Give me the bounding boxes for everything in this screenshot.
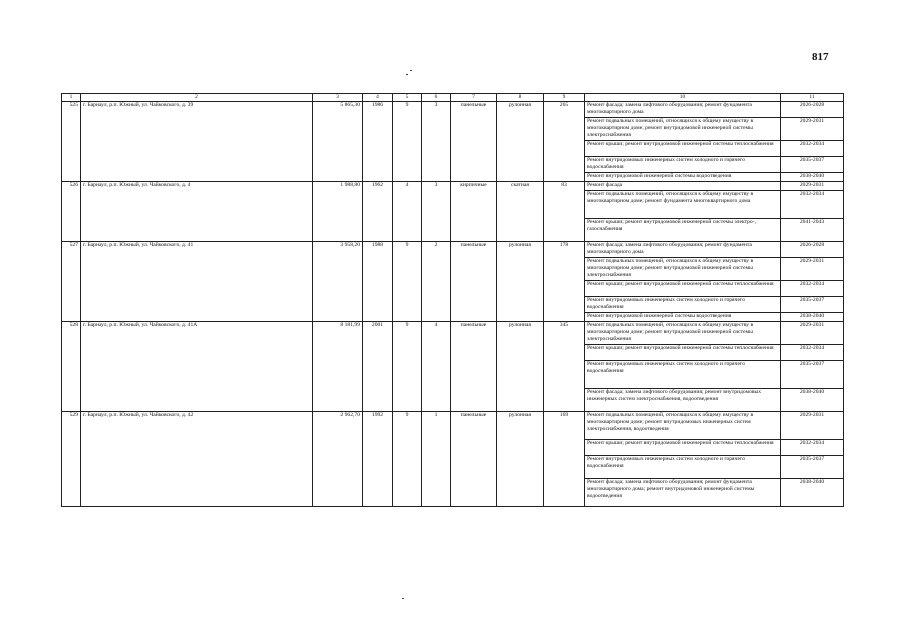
scan-speck: [402, 598, 404, 599]
build-year: 1992: [363, 412, 393, 507]
table-header: [62, 94, 844, 102]
row-number: 527: [62, 242, 81, 322]
table-row: [62, 182, 844, 191]
work-period: 2038-2040: [781, 313, 844, 322]
work-period: 2038-2040: [781, 173, 844, 182]
column-number: 3: [313, 94, 363, 102]
floor-count: 9: [393, 412, 422, 507]
column-number-row: [62, 94, 844, 102]
work-period: 2026-2028: [781, 102, 844, 118]
row-number: 525: [62, 102, 81, 182]
work-description: Ремонт внутридомовых инженерных систем холодного и горячего водоснабжения: [585, 361, 781, 389]
table-body: [62, 102, 844, 507]
column-number: 9: [544, 94, 585, 102]
resident-count: 83: [544, 182, 585, 242]
column-number: 7: [451, 94, 497, 102]
entrance-count: 3: [422, 102, 451, 182]
floor-count: 9: [393, 322, 422, 412]
work-period: 2041-2043: [781, 219, 844, 242]
work-period: 2038-2040: [781, 389, 844, 412]
entrance-count: 4: [422, 322, 451, 412]
work-description: Ремонт крыши; ремонт внутридомовой инженерной системы теплоснабжения: [585, 281, 781, 297]
work-period: 2032-2034: [781, 191, 844, 219]
work-period: 2032-2034: [781, 345, 844, 361]
work-description: Ремонт внутридомовой инженерной системы водоотведения: [585, 173, 781, 182]
work-period: 2026-2028: [781, 242, 844, 258]
table-row: [62, 242, 844, 258]
work-period: 2032-2034: [781, 440, 844, 456]
house-address: г. Барнаул, р.п. Южный, ул. Чайковского, д. 42: [81, 412, 313, 507]
entrance-count: 3: [422, 182, 451, 242]
entrance-count: 2: [422, 242, 451, 322]
floor-count: 9: [393, 242, 422, 322]
wall-material: панельные: [451, 242, 497, 322]
wall-material: панельные: [451, 102, 497, 182]
work-description: Ремонт подвальных помещений, относящихся к общему имуществу в многоквартирном доме; ремонт внутридомовых инженерных систем электроснабжения, водоотведения: [585, 412, 781, 440]
work-period: 2035-2037: [781, 361, 844, 389]
work-period: 2038-2040: [781, 479, 844, 507]
house-address: г. Барнаул, р.п. Южный, ул. Чайковского, д. 4: [81, 182, 313, 242]
work-period: 2035-2037: [781, 456, 844, 479]
scan-speck: [410, 70, 412, 71]
work-period: 2032-2034: [781, 141, 844, 157]
work-period: 2029-2031: [781, 182, 844, 191]
work-description: Ремонт фасада; замена лифтового оборудования; ремонт фундамента многоквартирного дома; ремонт внутридомовой инженерной системы водоотведения: [585, 479, 781, 507]
column-number: 4: [363, 94, 393, 102]
table-row: [62, 412, 844, 440]
work-period: 2029-2031: [781, 412, 844, 440]
work-description: Ремонт крыши; ремонт внутридомовой инженерной системы теплоснабжения: [585, 345, 781, 361]
floor-count: 9: [393, 102, 422, 182]
column-number: 6: [422, 94, 451, 102]
house-area: 5 865,30: [313, 102, 363, 182]
column-number: 5: [393, 94, 422, 102]
work-description: Ремонт подвальных помещений, относящихся к общему имуществу в многоквартирном доме; ремонт фундамента многоквартирного дома: [585, 191, 781, 219]
house-area: 8 181,99: [313, 322, 363, 412]
house-area: 1 988,80: [313, 182, 363, 242]
scan-speck: [406, 74, 408, 75]
build-year: 1988: [363, 242, 393, 322]
work-period: 2035-2037: [781, 157, 844, 173]
page-number: 817: [812, 51, 829, 63]
work-description: Ремонт подвальных помещений, относящихся к общему имуществу в многоквартирном доме; ремонт внутридомовой инженерной системы электроснабжения: [585, 258, 781, 281]
work-description: Ремонт внутридомовых инженерных систем холодного и горячего водоснабжения: [585, 297, 781, 313]
work-period: 2035-2037: [781, 297, 844, 313]
row-number: 529: [62, 412, 81, 507]
work-description: Ремонт фасада; замена лифтового оборудования; ремонт фундамента многоквартирного дома: [585, 242, 781, 258]
table-row: [62, 322, 844, 345]
column-number: 2: [81, 94, 313, 102]
roof-type: рулонная: [497, 102, 544, 182]
work-description: Ремонт фасада: [585, 182, 781, 191]
work-description: Ремонт фасада; замена лифтового оборудования; ремонт внутридомовых инженерных систем электроснабжения, водоотведения: [585, 389, 781, 412]
work-description: Ремонт внутридомовой инженерной системы водоотведения: [585, 313, 781, 322]
entrance-count: 1: [422, 412, 451, 507]
house-address: г. Барнаул, р.п. Южный, ул. Чайковского, д. 41А: [81, 322, 313, 412]
column-number: 11: [781, 94, 844, 102]
wall-material: панельные: [451, 322, 497, 412]
work-period: 2032-2034: [781, 281, 844, 297]
column-number: 8: [497, 94, 544, 102]
work-description: Ремонт крыши; ремонт внутридомовой инженерной системы теплоснабжения: [585, 440, 781, 456]
house-address: г. Барнаул, р.п. Южный, ул. Чайковского, д. 39: [81, 102, 313, 182]
work-description: Ремонт крыши; ремонт внутридомовой инженерной системы теплоснабжения: [585, 141, 781, 157]
roof-type: рулонная: [497, 322, 544, 412]
work-period: 2029-2031: [781, 322, 844, 345]
build-year: 1986: [363, 102, 393, 182]
wall-material: кирпичные: [451, 182, 497, 242]
work-description: Ремонт подвальных помещений, относящихся к общему имуществу в многоквартирном доме; ремонт внутридомовой инженерной системы электроснабжения: [585, 322, 781, 345]
row-number: 528: [62, 322, 81, 412]
resident-count: 265: [544, 102, 585, 182]
floor-count: 4: [393, 182, 422, 242]
wall-material: панельные: [451, 412, 497, 507]
house-address: г. Барнаул, р.п. Южный, ул. Чайковского, д. 41: [81, 242, 313, 322]
capital-repair-table: [61, 93, 844, 507]
work-period: 2029-2031: [781, 258, 844, 281]
roof-type: рулонная: [497, 242, 544, 322]
column-number: 1: [62, 94, 81, 102]
resident-count: 169: [544, 412, 585, 507]
column-number: 10: [585, 94, 781, 102]
work-description: Ремонт крыши; ремонт внутридомовой инженерной системы электро-, газоснабжения: [585, 219, 781, 242]
work-description: Ремонт подвальных помещений, относящихся к общему имуществу в многоквартирном доме; ремонт внутридомовой инженерной системы электроснабжения: [585, 118, 781, 141]
work-description: Ремонт внутридомовых инженерных систем холодного и горячего водоснабжения: [585, 157, 781, 173]
roof-type: скатная: [497, 182, 544, 242]
resident-count: 345: [544, 322, 585, 412]
build-year: 2001: [363, 322, 393, 412]
build-year: 1962: [363, 182, 393, 242]
table-row: [62, 102, 844, 118]
work-period: 2029-2031: [781, 118, 844, 141]
work-description: Ремонт фасада; замена лифтового оборудования; ремонт фундамента многоквартирного дома: [585, 102, 781, 118]
house-area: 2 962,70: [313, 412, 363, 507]
resident-count: 178: [544, 242, 585, 322]
work-description: Ремонт внутридомовых инженерных систем холодного и горячего водоснабжения: [585, 456, 781, 479]
house-area: 3 958,20: [313, 242, 363, 322]
roof-type: рулонная: [497, 412, 544, 507]
row-number: 526: [62, 182, 81, 242]
